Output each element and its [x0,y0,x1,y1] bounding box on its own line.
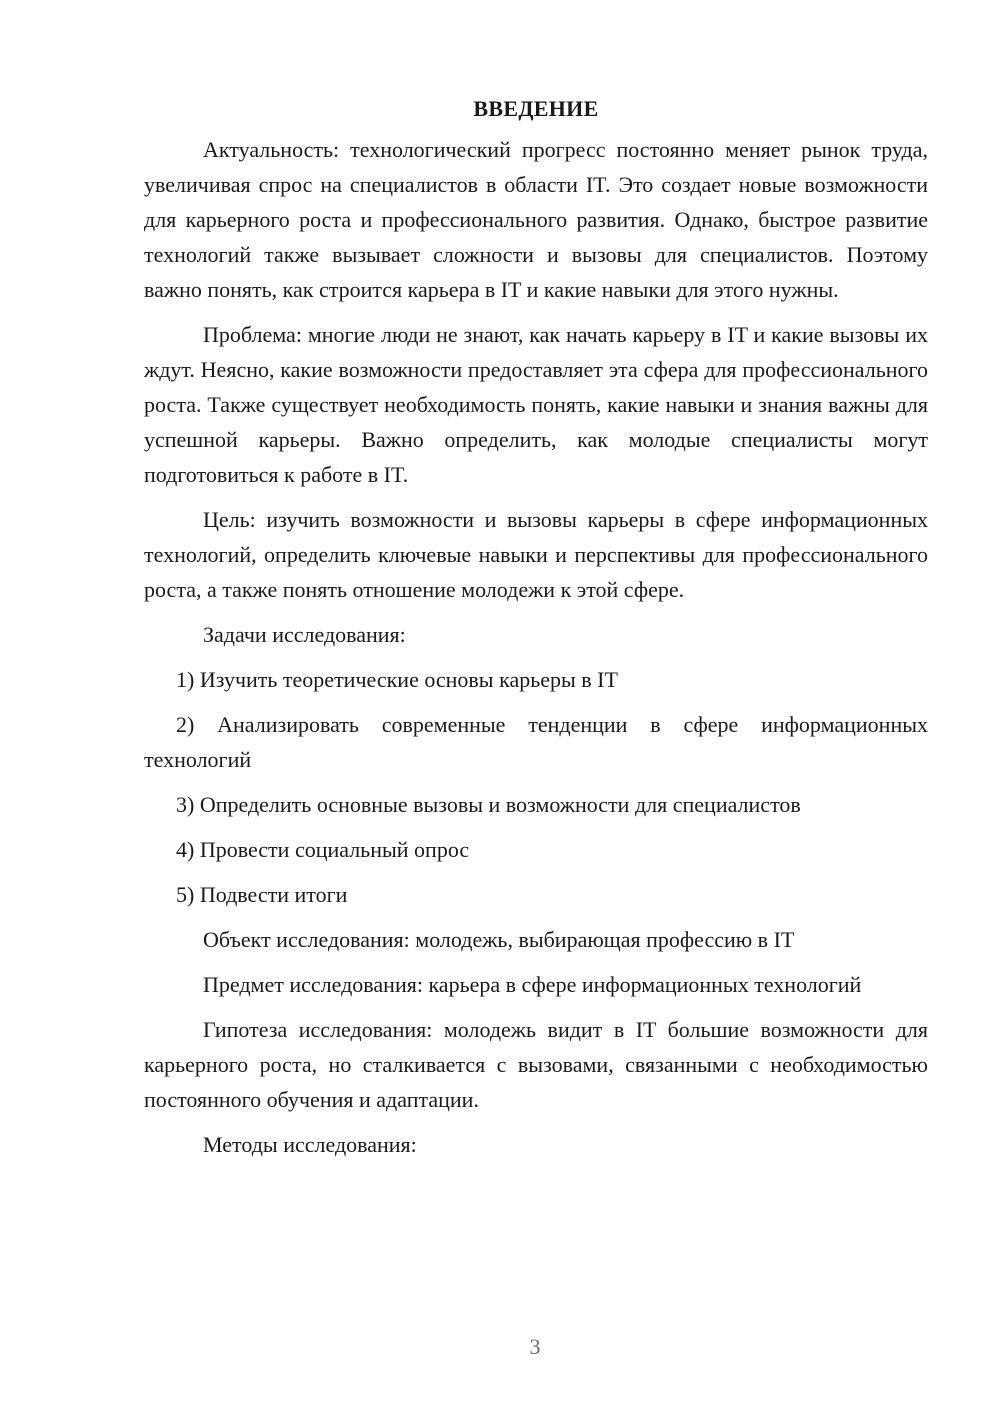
problem-paragraph: Проблема: многие люди не знают, как начать карьеру в IT и какие вызовы их ждут. Неясно, какие возможности предоставляет эта сфера для профессионального роста. Также существует необходимость понять, какие навыки и знания важны для успешной карьеры. Важно определить, как молодые специалисты могут подготовиться к работе в IT. [144,322,928,487]
task-item-1: 1) Изучить теоретические основы карьеры в IT [176,667,618,692]
tasks-heading: Задачи исследования: [203,622,406,647]
research-hypothesis: Гипотеза исследования: молодежь видит в IT большие возможности для карьерного роста, но сталкивается с вызовами, связанными с необходимостью постоянного обучения и адаптации. [144,1017,928,1112]
research-object: Объект исследования: молодежь, выбирающая профессию в IT [203,927,795,952]
methods-heading: Методы исследования: [203,1132,417,1157]
task-item-3: 3) Определить основные вызовы и возможности для специалистов [176,792,801,817]
research-subject: Предмет исследования: карьера в сфере информационных технологий [203,972,862,997]
task-item-4: 4) Провести социальный опрос [176,837,470,862]
document-page [144,92,928,1172]
task-item-5: 5) Подвести итоги [176,882,348,907]
section-title: ВВЕДЕНИЕ [473,96,599,121]
relevance-paragraph: Актуальность: технологический прогресс постоянно меняет рынок труда, увеличивая спрос на специалистов в области IT. Это создает новые возможности для карьерного роста и профессионального развития. Однако, быстрое развитие технологий также вызывает сложности и вызовы для специалистов. Поэтому важно понять, как строится карьера в IT и какие навыки для этого нужны. [144,137,928,302]
goal-paragraph: Цель: изучить возможности и вызовы карьеры в сфере информационных технологий, определить ключевые навыки и перспективы для профессионального роста, а также понять отношение молодежи к этой сфере. [144,507,928,602]
task-item-2: 2) Анализировать современные тенденции в сфере информационных технологий [144,712,928,772]
page-number: 3 [529,1334,541,1359]
